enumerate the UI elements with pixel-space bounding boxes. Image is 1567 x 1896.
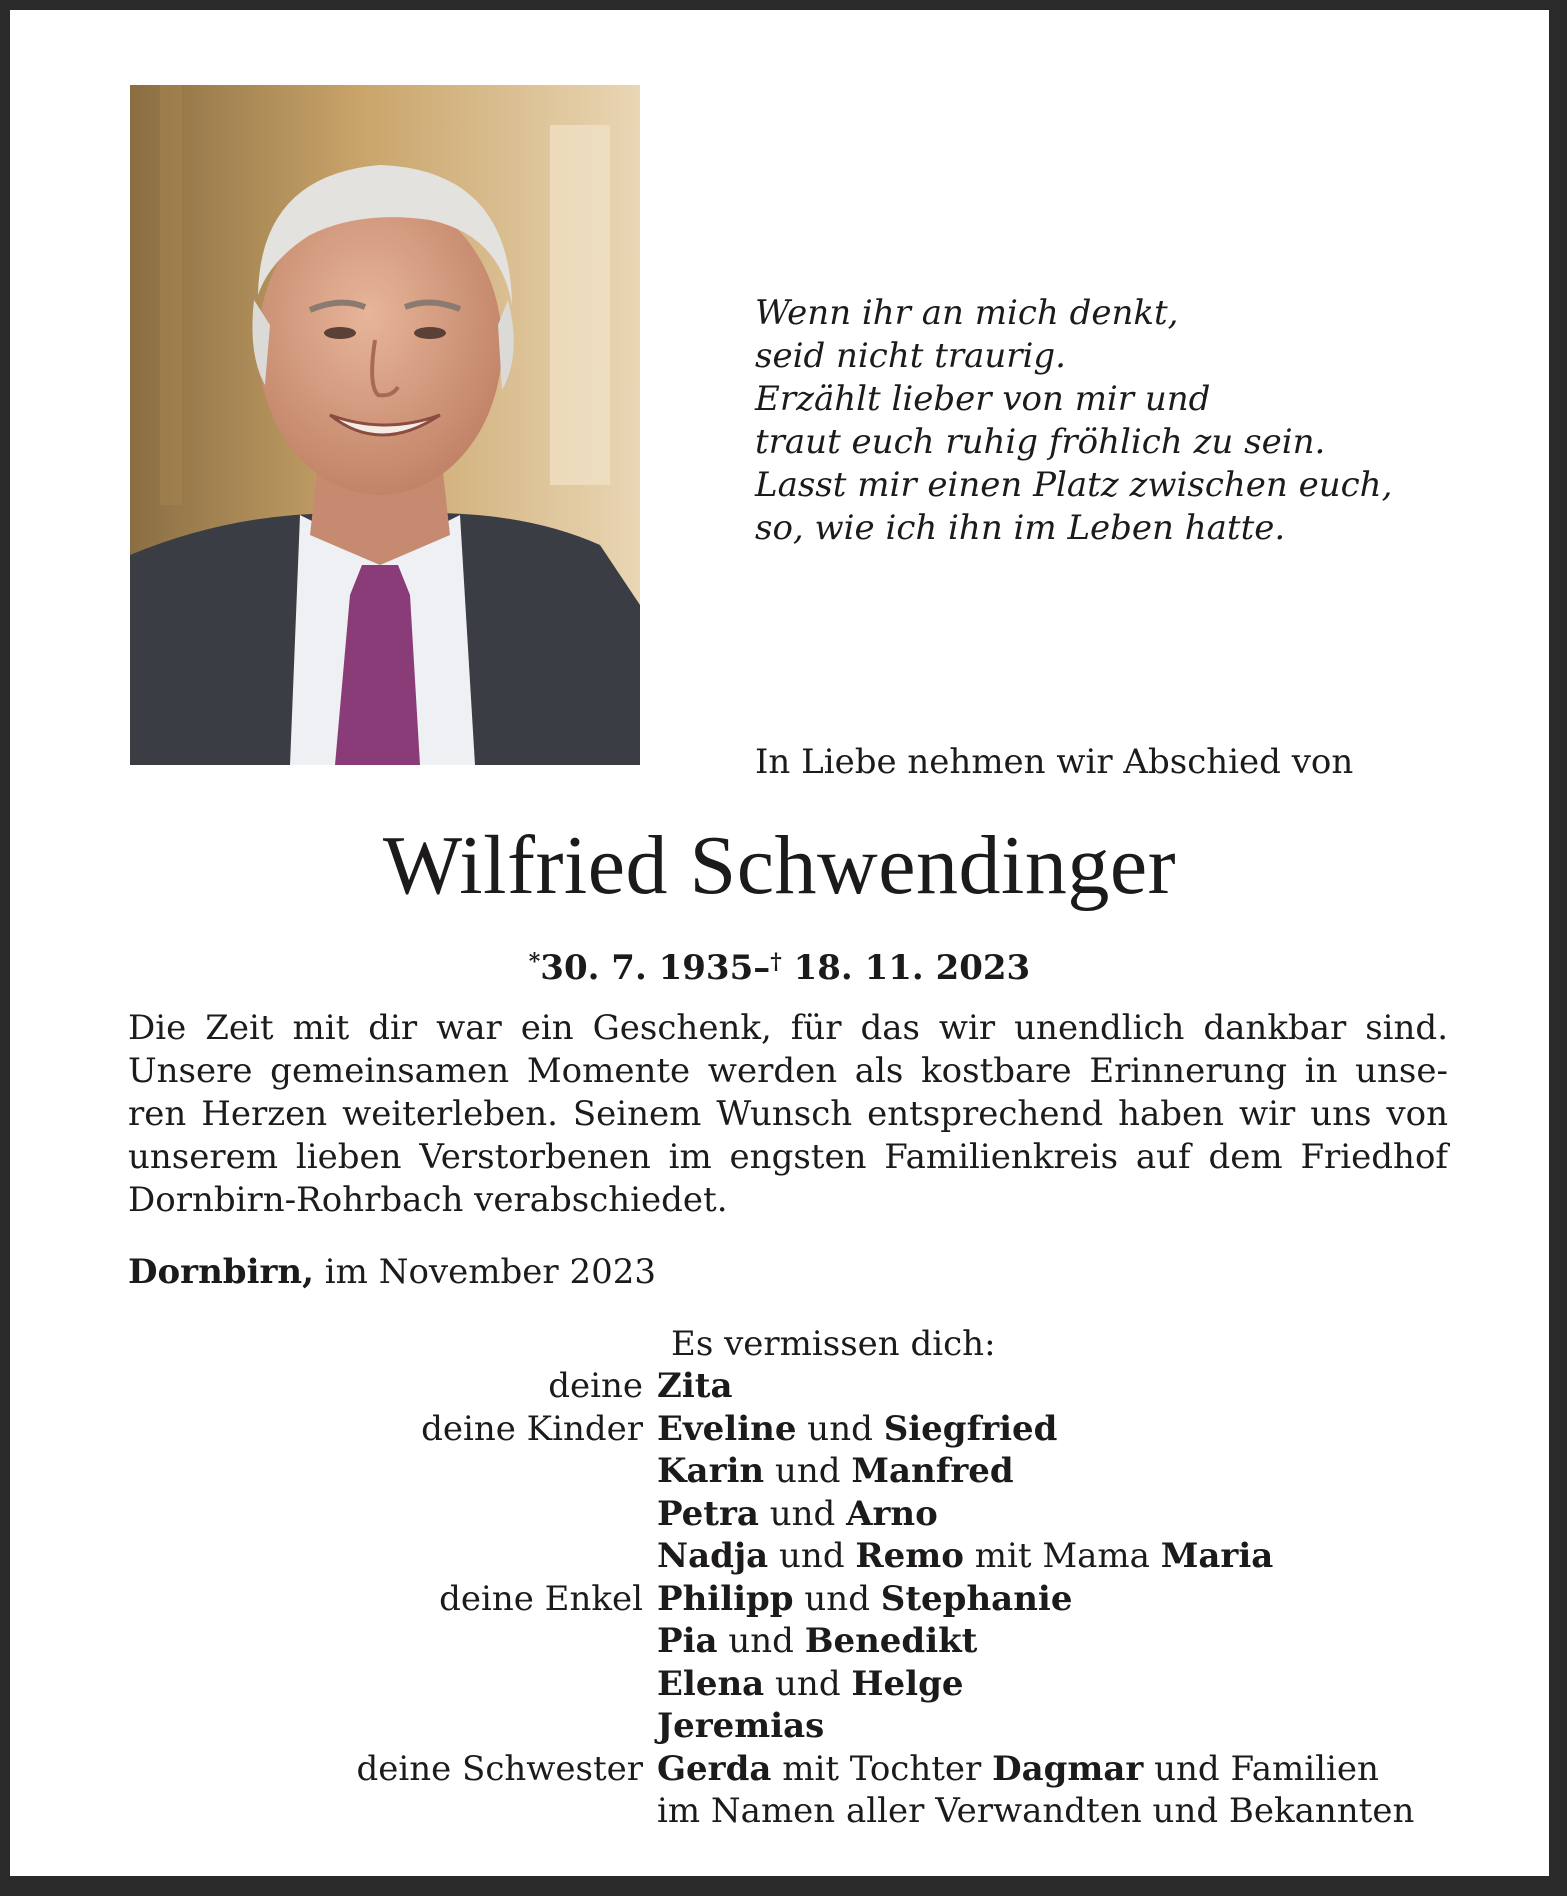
tribute-line: ren Herzen weiterleben. Seinem Wunsch entsprechend haben wir uns von	[128, 1094, 1448, 1134]
mourner-name: Arno	[846, 1493, 938, 1534]
poem-line: Lasst mir einen Platz zwischen euch,	[755, 465, 1393, 505]
deceased-name: Wilfried Schwendinger	[382, 819, 1177, 912]
tribute-line: Die Zeit mit dir war ein Geschenk, für das wir unendlich dankbar sind.	[128, 1008, 1448, 1048]
mourner-connector: mit Tochter	[771, 1748, 993, 1789]
mourner-names	[657, 1535, 1549, 1578]
mourner-names	[657, 1493, 1549, 1536]
mourner-connector: und	[764, 1663, 852, 1704]
mourner-name: Eveline	[657, 1408, 797, 1449]
date-separator: –	[753, 948, 771, 988]
mourner-name: Karin	[657, 1451, 765, 1491]
mourner-name: Gerda	[657, 1748, 772, 1789]
mourner-row	[10, 1790, 1549, 1833]
mourner-connector: und	[793, 1578, 881, 1619]
mourner-row	[10, 1535, 1549, 1578]
mourner-row	[10, 1365, 1549, 1408]
mourner-names	[657, 1705, 1549, 1748]
mourner-relation: deine	[548, 1366, 643, 1406]
mourner-name: Maria	[1160, 1536, 1274, 1576]
mourner-connector: und	[717, 1621, 805, 1661]
death-date: 18. 11. 2023	[793, 948, 1031, 988]
mourner-name: Helge	[851, 1663, 964, 1704]
mourner-name: Petra	[657, 1493, 759, 1534]
mourner-names	[657, 1748, 1549, 1791]
mourner-names	[657, 1790, 1549, 1833]
mourner-row	[10, 1408, 1549, 1451]
mourner-connector: und Familien	[1143, 1748, 1379, 1789]
mourner-connector: und	[758, 1493, 847, 1534]
death-symbol: †	[770, 949, 782, 975]
mourner-row	[10, 1663, 1549, 1706]
mourner-name: Stephanie	[880, 1578, 1073, 1619]
tribute-line: unserem lieben Verstorbenen im engsten Familienkreis auf dem Friedhof	[128, 1137, 1448, 1177]
tribute-line: Unsere gemeinsamen Momente werden als kostbare Erinnerung in unse-	[128, 1051, 1448, 1091]
mourner-connector: im Namen aller Verwandten und Bekannten	[657, 1791, 1415, 1831]
mourner-names	[657, 1578, 1549, 1621]
mourner-names	[657, 1450, 1549, 1493]
mourner-row	[10, 1578, 1549, 1621]
mourner-connector: und	[764, 1451, 852, 1491]
poem-line: traut euch ruhig fröhlich zu sein.	[755, 422, 1326, 462]
tribute-text	[128, 1007, 1448, 1222]
obituary-page	[10, 10, 1549, 1876]
poem	[755, 292, 1392, 550]
mourner-names	[657, 1620, 1549, 1663]
mourner-name: Benedikt	[804, 1621, 978, 1661]
mourner-relation	[10, 1663, 657, 1706]
mourner-name: Pia	[657, 1621, 718, 1661]
mourner-row	[10, 1748, 1549, 1791]
mourner-names	[657, 1663, 1549, 1706]
mourner-connector: und	[796, 1408, 884, 1449]
mourner-name: Siegfried	[883, 1408, 1058, 1449]
mourner-name: Elena	[657, 1663, 765, 1704]
poem-line: Wenn ihr an mich denkt,	[755, 293, 1179, 333]
mourner-connector: mit Mama	[963, 1536, 1161, 1576]
mourner-relation	[10, 1790, 657, 1833]
poem-line: seid nicht traurig.	[755, 336, 1066, 376]
birth-date: 30. 7. 1935	[540, 948, 754, 988]
portrait-photo	[130, 85, 640, 765]
mourner-relation	[10, 1705, 657, 1748]
mourner-relation	[10, 1450, 657, 1493]
mourner-relation: deine Enkel	[439, 1578, 643, 1619]
mourner-names	[657, 1365, 1549, 1408]
mourner-row	[10, 1493, 1549, 1536]
life-dates	[10, 940, 1549, 990]
mourner-relation: deine Schwester	[356, 1748, 643, 1789]
mourner-row	[10, 1705, 1549, 1748]
farewell-intro: In Liebe nehmen wir Abschied von	[755, 742, 1354, 782]
mourner-name: Manfred	[851, 1451, 1014, 1491]
tribute-line: Dornbirn-Rohrbach verabschiedet.	[128, 1180, 728, 1220]
mourner-connector: und	[768, 1536, 856, 1576]
mourner-name: Philipp	[657, 1578, 794, 1619]
mourner-name: Remo	[855, 1536, 964, 1576]
mourner-name: Jeremias	[657, 1706, 825, 1746]
poem-line: Erzählt lieber von mir und	[755, 379, 1211, 419]
mourner-relation	[10, 1493, 657, 1536]
mourner-relation	[10, 1620, 657, 1663]
place-city: Dornbirn,	[128, 1252, 314, 1292]
birth-symbol: *	[528, 949, 541, 975]
place-month: im November 2023	[324, 1252, 656, 1292]
poem-line: so, wie ich ihn im Leben hatte.	[755, 508, 1286, 548]
mourner-row	[10, 1620, 1549, 1663]
mourner-name: Zita	[657, 1366, 733, 1406]
mourner-name: Dagmar	[992, 1748, 1144, 1789]
mourner-relation	[10, 1535, 657, 1578]
mourner-row	[10, 1450, 1549, 1493]
mourners-heading: Es vermissen dich:	[671, 1324, 996, 1364]
mourner-name: Nadja	[657, 1536, 769, 1576]
mourner-names	[657, 1408, 1549, 1451]
portrait-illustration	[130, 85, 640, 765]
mourners-list	[10, 1365, 1549, 1833]
mourner-relation: deine Kinder	[421, 1408, 643, 1449]
place-date	[128, 1250, 656, 1294]
